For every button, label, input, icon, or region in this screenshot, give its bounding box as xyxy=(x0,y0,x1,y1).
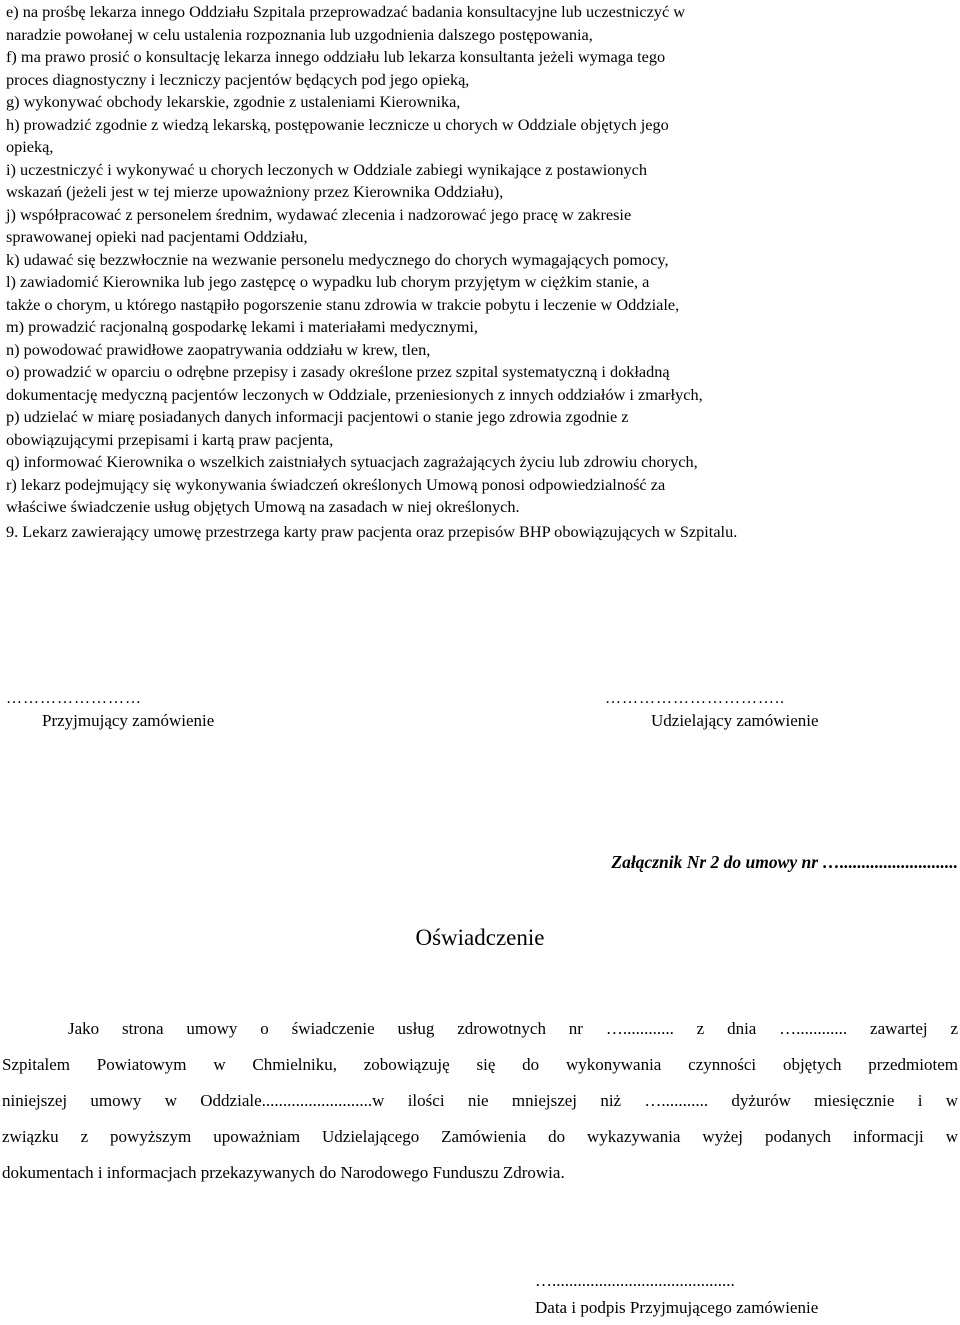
item-line: naradzie powołanej w celu ustalenia rozpoznania lub uzgodnienia dalszego postępowania, xyxy=(6,24,593,44)
document-title: Oświadczenie xyxy=(415,925,545,950)
list-item xyxy=(6,159,958,204)
list-item xyxy=(6,46,958,91)
item-line: proces diagnostyczny i leczniczy pacjentów będących pod jego opieką, xyxy=(6,69,470,89)
list-item xyxy=(6,474,958,519)
signature-dots: ………………………….. xyxy=(605,690,785,707)
list-item xyxy=(6,271,958,316)
date-signature-dots: …........................................... xyxy=(535,1271,735,1290)
list-item xyxy=(6,406,958,451)
item-line: j) współpracować z personelem średnim, wydawać zlecenia i nadzorować jego pracę w zakresie xyxy=(6,204,632,224)
item-line: także o chorym, u którego nastąpiło pogorszenie stanu zdrowia w trakcie pobytu i leczenie w Oddziale, xyxy=(6,294,680,314)
list-item xyxy=(6,204,958,249)
statement-line: dokumentach i informacjach przekazywanych do Narodowego Funduszu Zdrowia. xyxy=(2,1163,565,1182)
list-item xyxy=(6,249,958,272)
signature-block-ordering xyxy=(6,688,306,732)
item-line: wskazań (jeżeli jest w tej mierze upoważniony przez Kierownika Oddziału), xyxy=(6,182,504,201)
list-item xyxy=(6,114,958,159)
item-line: k) udawać się bezzwłocznie na wezwanie personelu medycznego do chorych wymagających pomocy, xyxy=(6,249,669,269)
item-line: m) prowadzić racjonalną gospodarkę lekami i materiałami medycznymi, xyxy=(6,317,478,336)
duties-list xyxy=(6,1,958,559)
list-item xyxy=(6,91,958,114)
item-line: r) lekarz podejmujący się wykonywania świadczeń określonych Umową ponosi odpowiedzialność za xyxy=(6,474,666,494)
list-item xyxy=(6,1,958,46)
signature-dots: …………………… xyxy=(6,690,142,707)
date-signature-caption: Data i podpis Przyjmującego zamówienie xyxy=(535,1298,819,1317)
item-line: i) uczestniczyć i wykonywać u chorych leczonych w Oddziale zabiegi wynikające z postawionych xyxy=(6,159,648,179)
statement-line: Szpitalem Powiatowym w Chmielniku, zobowiązuję się do wykonywania czynności objętych przedmiotem xyxy=(2,1055,958,1074)
statement-line: związku z powyższym upoważniam Udzielającego Zamówienia do wykazywania wyżej podanych informacji w xyxy=(2,1127,958,1146)
item-line: h) prowadzić zgodnie z wiedzą lekarską, postępowanie lecznicze u chorych w Oddziale objętych jego xyxy=(6,114,669,134)
item-line: o) prowadzić w oparciu o odrębne przepisy i zasady określone przez szpital systematyczną i dokładną xyxy=(6,362,670,381)
signature-caption: Przyjmujący zamówienie xyxy=(42,711,215,730)
statement-line: niniejszej umowy w Oddziale..........................w ilości nie mniejszej niż …........... dyżurów miesięcznie i w xyxy=(2,1091,958,1110)
item-line: opieką, xyxy=(6,137,54,156)
item-line: obowiązującymi przepisami i kartą praw pacjenta, xyxy=(6,429,334,449)
item-line: l) zawiadomić Kierownika lub jego zastępcę o wypadku lub chorym przyjętym w ciężkim stanie, a xyxy=(6,272,650,291)
list-item xyxy=(6,316,958,339)
item-line: właściwe świadczenie usług objętych Umową na zasadach w niej określonych. xyxy=(6,497,520,516)
statement-line: Jako strona umowy o świadczenie usług zdrowotnych nr …............ z dnia …............ zawartej z xyxy=(68,1019,958,1038)
item-line: e) na prośbę lekarza innego Oddziału Szpitala przeprowadzać badania konsultacyjne lub uczestniczyć w xyxy=(6,2,685,21)
signature-block-providing xyxy=(605,688,905,732)
item-line: q) informować Kierownika o wszelkich zaistniałych sytuacjach zagrażających życiu lub zdrowiu chorych, xyxy=(6,452,698,471)
list-item xyxy=(6,361,958,406)
item-line: dokumentację medyczną pacjentów leczonych w Oddziale, przeniesionych z innych oddziałów i zmarłych, xyxy=(6,384,703,404)
point-9: 9. Lekarz zawierający umowę przestrzega karty praw pacjenta oraz przepisów BHP obowiązujących w Szpitalu. xyxy=(6,521,738,541)
item-line: n) powodować prawidłowe zaopatrywania oddziału w krew, tlen, xyxy=(6,339,431,359)
signature-caption: Udzielający zamówienie xyxy=(651,711,819,730)
list-item xyxy=(6,451,958,474)
item-line: p) udzielać w miarę posiadanych danych informacji pacjentowi o stanie jego zdrowia zgodnie z xyxy=(6,407,629,426)
date-signature-block xyxy=(535,1267,818,1321)
annex-heading: Załącznik Nr 2 do umowy nr …........................... xyxy=(611,852,958,872)
item-line: f) ma prawo prosić o konsultację lekarza innego oddziału lub lekarza konsultanta jeżeli wymaga tego xyxy=(6,47,666,66)
statement-paragraph xyxy=(2,1011,958,1191)
item-line: g) wykonywać obchody lekarskie, zgodnie z ustaleniami Kierownika, xyxy=(6,92,461,111)
item-line: sprawowanej opieki nad pacjentami Oddziału, xyxy=(6,227,308,246)
list-item xyxy=(6,339,958,362)
